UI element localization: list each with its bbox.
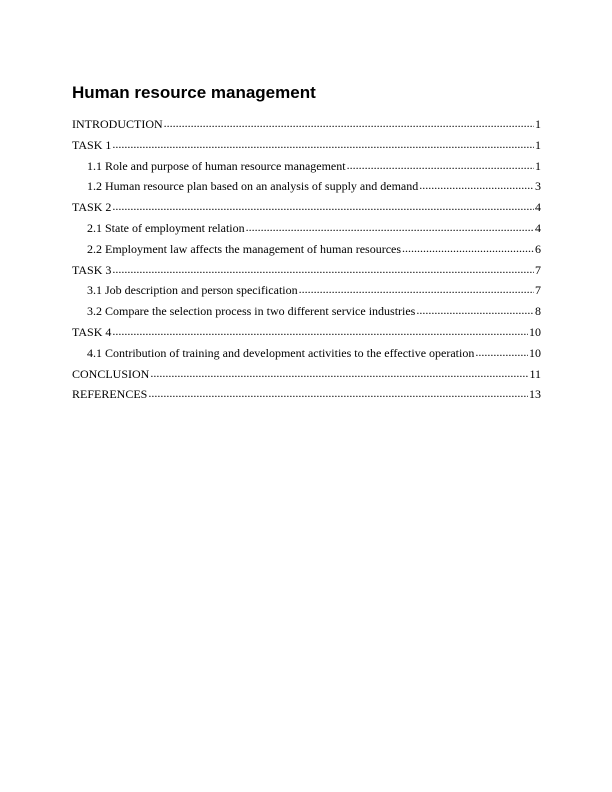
- document-title: Human resource management: [72, 83, 316, 102]
- toc-dot-leader: [148, 386, 528, 398]
- toc-entry-label: CONCLUSION: [72, 366, 150, 381]
- toc-entry-page: 7: [535, 283, 541, 298]
- toc-entry[interactable]: [72, 386, 541, 407]
- toc-entry-page: 8: [535, 304, 541, 319]
- toc-dot-leader: [402, 241, 534, 253]
- toc-entry-label: 3.2 Compare the selection process in two different service industries: [87, 304, 416, 319]
- toc-entry-page: 11: [529, 366, 541, 381]
- toc-entry[interactable]: [72, 262, 541, 283]
- toc-entry[interactable]: [72, 303, 541, 324]
- toc-dot-leader: [112, 199, 534, 211]
- toc-entry-label: 2.2 Employment law affects the management of human resources: [87, 241, 402, 256]
- toc-dot-leader: [246, 220, 534, 232]
- toc-entry[interactable]: [72, 178, 541, 199]
- toc-entry-page: 7: [535, 262, 541, 277]
- toc-entry-page: 10: [529, 324, 541, 339]
- toc-entry-page: 6: [535, 241, 541, 256]
- toc-entry-page: 1: [535, 117, 541, 131]
- toc-dot-leader: [419, 178, 534, 190]
- toc-dot-leader: [475, 345, 528, 357]
- toc-entry-page: 1: [535, 137, 541, 152]
- toc-entry-label: 3.1 Job description and person specification: [87, 283, 298, 298]
- toc-dot-leader: [112, 324, 528, 336]
- toc-entry-page: 3: [535, 179, 541, 194]
- toc-entry[interactable]: [72, 366, 541, 387]
- toc-dot-leader: [164, 116, 534, 128]
- toc-entry-label: TASK 2: [72, 200, 112, 215]
- toc-entry-page: 1: [535, 158, 541, 173]
- toc-entry[interactable]: [72, 199, 541, 220]
- toc-entry[interactable]: [72, 220, 541, 241]
- toc-entry-label: 4.1 Contribution of training and development activities to the effective operation: [87, 345, 475, 360]
- toc-dot-leader: [112, 137, 534, 149]
- toc-entry-label: TASK 4: [72, 324, 112, 339]
- toc-entry-label: 2.1 State of employment relation: [87, 220, 245, 235]
- toc-entry-page: 4: [535, 200, 541, 215]
- toc-entry-label: REFERENCES: [72, 387, 148, 402]
- toc-entry[interactable]: [72, 345, 541, 366]
- toc-entry[interactable]: [72, 116, 541, 137]
- toc-dot-leader: [416, 303, 534, 315]
- toc-entry-label: 1.1 Role and purpose of human resource management: [87, 158, 346, 173]
- toc-entry-label: INTRODUCTION: [72, 117, 163, 131]
- toc-entry-page: 4: [535, 220, 541, 235]
- toc-dot-leader: [347, 158, 534, 170]
- toc-entry[interactable]: [72, 137, 541, 158]
- toc-entry-label: TASK 1: [72, 137, 112, 152]
- toc-entry-page: 13: [529, 387, 541, 402]
- toc-entry[interactable]: [72, 324, 541, 345]
- toc-entry[interactable]: [72, 158, 541, 179]
- toc-entry-label: TASK 3: [72, 262, 112, 277]
- toc-entry[interactable]: [72, 241, 541, 262]
- toc-dot-leader: [150, 366, 528, 378]
- toc-entry[interactable]: [72, 282, 541, 303]
- toc-dot-leader: [112, 262, 534, 274]
- table-of-contents: [72, 116, 541, 407]
- toc-entry-page: 10: [529, 345, 541, 360]
- toc-entry-label: 1.2 Human resource plan based on an analysis of supply and demand: [87, 179, 419, 194]
- toc-dot-leader: [299, 282, 534, 294]
